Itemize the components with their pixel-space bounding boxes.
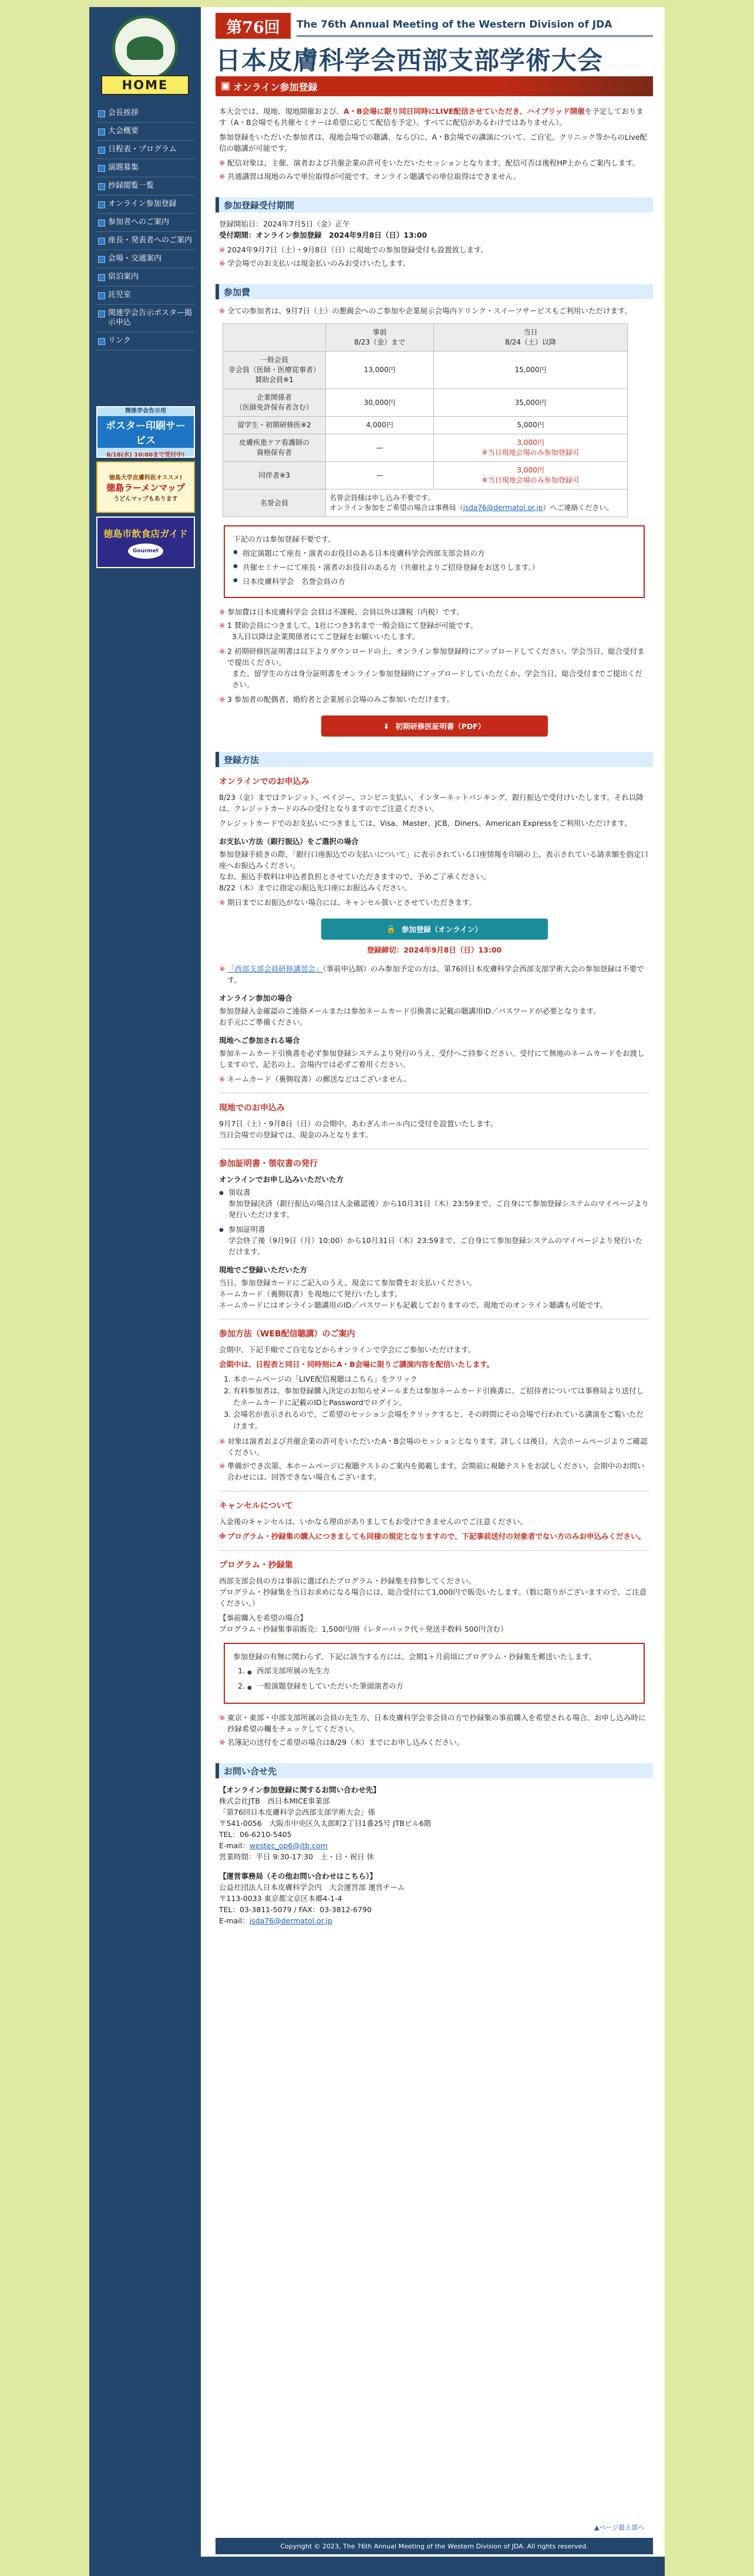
page-top-link[interactable]: ▲ページ最上部へ — [594, 2524, 645, 2531]
web-steps — [233, 1373, 649, 1432]
table-cell: 13,000円 — [326, 352, 434, 389]
cert-list — [219, 1187, 649, 1257]
sidebar-item-chair-presenter-guide[interactable]: 座長・発表者へのご案内 — [96, 232, 195, 250]
banner-text: 徳島ラーメンマップ — [106, 482, 185, 493]
edition-badge: 第76回 — [216, 13, 291, 39]
note: ※ 1 賛助会員につきまして、1社につき3名まで一般会員にて登録が可能です。 — [219, 620, 649, 631]
table-row — [223, 434, 628, 462]
contact-line: 公益社団法人日本皮膚科学会内 大会運営部 運営チーム — [219, 1883, 405, 1892]
note: ※ 東京・東部・中部支部所属の会員の先生方、日本皮膚科学会非会員の方で抄録集の事前購入を希望される場合、お申し込み時に抄録希望の欄をチェックしてください。 — [219, 1712, 649, 1734]
poster-service-banner[interactable] — [96, 406, 195, 458]
site-header — [216, 13, 653, 76]
sidebar-item-abstracts[interactable]: 抄録閲覧一覧 — [96, 177, 195, 195]
seminar-link[interactable]: 「西部支部会員研修講習会」 — [227, 964, 323, 973]
divider — [219, 1550, 649, 1551]
office-email-link[interactable]: jsda76@dermatol.or.jp — [249, 1916, 333, 1925]
paragraph: 会期中、下記手順でご自宅などからオンラインで学会にご参加いただけます。 — [219, 1345, 476, 1354]
banner-text: 徳島市飲食店ガイド — [103, 528, 188, 539]
gourmet-guide-banner[interactable] — [96, 516, 195, 568]
text: （事前申込制）のみ参加予定の方は、第76回日本皮膚科学会西部支部学術大会の参加登録は不要です。 — [227, 964, 644, 984]
paragraph: 8/23（金）まではクレジット、ペイジー、コンビニ支払い、インターネットバンキング、銀行振込で受付けいたします。それ以降は、クレジットカードのみの受付となりますのでご注意ください。 — [219, 793, 644, 813]
banner-text: 徳島大学皮膚科医オススメ! — [109, 474, 183, 481]
bank-heading: お支払い方法（銀行振込）をご選択の場合 — [219, 837, 359, 846]
subsection-heading: 現地でのお申込み — [219, 1103, 285, 1113]
sidebar-item-greeting[interactable]: 会長挨拶 — [96, 104, 195, 123]
intro-paragraph: 参加登録をいただいた参加者は、現地会場での聴講、ならびに、A・B会場での講演について、ご自宅、クリニック等からのLive配信の聴講が可能です。 — [219, 133, 647, 153]
note: ※ 参加費は日本皮膚科学会 会員は不課税、会員以外は課税（内税）です。 — [219, 606, 649, 617]
meeting-title-en: The 76th Annual Meeting of the Western Division of JDA — [297, 19, 612, 31]
text: を予定しております（A・B会場でも共催セミナーは希望に応じて配信を予定）。すべてに配信があるわけではありません）。 — [219, 107, 644, 127]
sidebar-item-overview[interactable]: 大会概要 — [96, 123, 195, 141]
table-cell: 名誉会員 — [223, 489, 326, 517]
list-item: ● 2. 一般演題登録をしていただいた筆頭演者の方 — [247, 1680, 632, 1692]
main-content — [216, 13, 653, 1926]
button-label: 初期研修医証明書（PDF） — [395, 722, 486, 731]
contact-line: 〒113-0033 東京都文京区本郷4-1-4 — [219, 1894, 342, 1903]
page-title-text: オンライン参加登録 — [233, 81, 318, 93]
program-mailing-box — [224, 1643, 645, 1704]
box-title: 下記の方は参加登録不要です。 — [233, 535, 336, 543]
list-item: 2. 有料参加者は、参加登録購入決定のお知らせメールまたは参加ネームカード引換書に、ご招待者については事務局より送付したネームカードに記載のIDとPasswordでログイン。 — [233, 1385, 649, 1409]
list-item: ● 共催セミナーにて座長・演者のお役目のある方（共催社よりご招待登録をお送りします。） — [233, 562, 635, 572]
ramen-map-banner[interactable] — [96, 461, 195, 513]
sidebar-item-participant-guide[interactable]: 参加者へのご案内 — [96, 214, 195, 232]
table-cell: 3,000円 ※当日現地会場のみ参加登録可 — [434, 434, 628, 462]
subsection-heading: プログラム・抄録集 — [219, 1561, 293, 1570]
paragraph: 9月7日（土）・9月8日（日）の会期中、あわぎんホール内に受付を設置いたします。 当日会場での登録では、現金のみとなります。 — [219, 1119, 498, 1139]
box-list — [233, 548, 635, 586]
paragraph: 参加登録入金確認のご連絡メールまたは参加ネームカード引換書に記載の聴講用ID／パスワードが必要となります。 お手元にご準備ください。 — [219, 1007, 601, 1027]
contact-line — [219, 1840, 649, 1851]
sidebar-item-venue-access[interactable]: 会場・交通案内 — [96, 250, 195, 268]
office-email-link[interactable]: jsda76@dermatol.or.jp — [463, 504, 543, 512]
note: ※ ネームカード（裏側収書）の郵送などはございません。 — [219, 1073, 649, 1085]
banner-text: ポスター印刷サービス — [97, 416, 194, 448]
text: A・B会場に限り同日同時にLIVE配信させていただき、ハイブリッド開催 — [344, 107, 585, 116]
pdf-icon: ⬇ — [383, 721, 390, 731]
table-row — [223, 417, 628, 434]
sidebar-menu — [96, 104, 195, 350]
subsection-heading: オンラインでのお申込み — [219, 777, 309, 786]
banner-text: 関係学会告示用 — [125, 408, 166, 414]
table-row — [223, 352, 628, 389]
text: E-mail： — [219, 1916, 250, 1925]
page-title-icon — [221, 82, 230, 90]
list-item: 1. 本ホームページの「LIVE配信視聴はこちら」をクリック — [233, 1373, 649, 1385]
cert-online-heading: オンラインでお申し込みいただいた方 — [219, 1175, 344, 1184]
table-cell: 35,000円 — [434, 389, 628, 417]
meeting-title-jp: 日本皮膚科学会西部支部学術大会 — [216, 46, 603, 76]
intro-paragraph — [219, 106, 649, 128]
list-item: ● 指定演題にて座長・演者のお役目のある日本皮膚科学会西部支部会員の方 — [233, 548, 635, 558]
table-cell: 企業関係者 （医師免許保有者含む） — [223, 389, 326, 417]
paragraph: 【事前購入を希望の場合】 — [219, 1613, 308, 1622]
page-frame — [89, 7, 665, 2576]
list-item: 3. 会場名が表示されるので、ご希望のセッション会場をクリックすると、その時間にその会場で行われている講演をご覧いただけます。 — [233, 1409, 649, 1432]
table-row — [223, 489, 628, 517]
banner-text: 8/18(水) 10:00まで受付中! — [106, 452, 185, 458]
paragraph: 会期中は、日程表と同日・同時刻にA・B会場に限りご講演内容を配信いたします。 — [219, 1360, 494, 1369]
table-cell: 同伴者※3 — [223, 462, 326, 489]
home-button[interactable]: HOME — [101, 75, 189, 95]
text: ）へご連絡ください。 — [543, 504, 614, 512]
contact-line: TEL：06-6210-5405 — [219, 1830, 292, 1839]
jtb-email-link[interactable]: westec_op6@jtb.com — [249, 1841, 328, 1850]
note-continued: 3人目以降は企業関係者にてご登録をお願いいたします。 — [232, 632, 420, 641]
note-continued: また、留学生の方は身分証明書をオンライン参加登録時にアップロードしていただくか、学会当日、総合受付までご提出ください。 — [232, 669, 642, 689]
paragraph: 参加登録手続きの際、「銀行口座振込での支払いについて」に表示されている口座情報を印刷の上、表示されている請求額を指定口座へお振込みください。 なお、振込手数料は申込者負担とさせていただきますので、予めご了承ください。 8/22（木）までに指定の振込先口座にお振込みください。 — [219, 850, 649, 892]
fee-table — [223, 323, 628, 517]
footer-band — [89, 2557, 665, 2576]
reception-period: 受付期間：オンライン参加登録 2024年9月8日（日）13:00 — [219, 231, 428, 239]
paragraph: プログラム・抄録集事前販売：1,500円/冊（レターパック代＋発送手数料 500円含む） — [219, 1625, 508, 1633]
table-cell: 4,000円 — [326, 417, 434, 434]
sidebar-item-schedule[interactable]: 日程表・プログラム — [96, 141, 195, 159]
note: ※ プログラム・抄録集の購入につきましても同様の規定となりますので、下記事前送付の対象者でない方のみお申込みください。 — [219, 1531, 649, 1542]
text: 本大会では、現地、現地開催および、 — [219, 107, 344, 116]
sidebar-item-childcare[interactable]: 託児室 — [96, 286, 195, 305]
sidebar-item-online-registration[interactable]: オンライン参加登録 — [96, 195, 195, 214]
page-title — [216, 76, 653, 96]
table-header: 事前 8/23（金）まで — [326, 324, 434, 352]
table-cell: 15,000円 — [434, 352, 628, 389]
banner-text: うどんマップもあります — [113, 495, 178, 502]
note: ※ 対象は演者および共催企業の許可をいただいたA・B会場のセッションとなります。詳しくは後日、大会ホームページよりご確認ください。 — [219, 1436, 649, 1458]
section-heading: お問い合せ先 — [216, 1763, 653, 1778]
box-text: 参加登録の有無に関わらず、下記に該当する方には、会期1ヶ月前頃にプログラム・抄録集を郵送いたします。 — [233, 1652, 597, 1661]
table-cell: — — [326, 462, 434, 489]
paragraph: 参加ネームカード引換書を必ず参加登録システムより発行のうえ、受付へご持参ください。受付にて無地のネームカードをお渡ししますので、記名の上、会場内では必ずご着用ください。 — [219, 1049, 645, 1069]
note: ※ 学会場でのお支払いは現金払いのみお受けいたします。 — [219, 258, 649, 269]
logo-emblem — [112, 15, 178, 81]
contact-line: 〒541-0056 大阪市中央区久太郎町2丁目1番25号 JTBビル6階 — [219, 1819, 432, 1828]
footer: Copyright © 2023, The 76th Annual Meeting of the Western Division of JDA. All rights reserved. — [216, 2538, 653, 2554]
onsite-heading: 現地へご参加される場合 — [219, 1036, 300, 1045]
note: ※ 2 初期研修医証明書は以下よりダウンロードの上、オンライン参加登録時にアップロードしてください。学会当日、総合受付まで提出ください。 — [219, 646, 649, 668]
table-header: 当日 8/24（土）以降 — [434, 324, 628, 352]
table-cell — [326, 489, 628, 517]
text: 名誉会員様は申し込み不要です。 オンライン参加をご希望の場合は事務局（ — [329, 494, 463, 512]
table-cell: 30,000円 — [326, 389, 434, 417]
table-cell: 5,000円 — [434, 417, 628, 434]
subsection-heading: 参加証明書・領収書の発行 — [219, 1159, 318, 1169]
contact-line: 株式会社JTB 西日本MICE事業部 — [219, 1797, 330, 1805]
note: ※ 2024年9月7日（土）・9月8日（日）に現地での参加登録受付も設置致します。 — [219, 244, 649, 255]
section-heading: 登録方法 — [216, 752, 653, 767]
table-header — [223, 324, 326, 352]
table-cell: — — [326, 434, 434, 462]
table-row — [223, 389, 628, 417]
section-heading: 参加登録受付期間 — [216, 197, 653, 212]
note: ※ 名簿記の送付をご希望の場合は8/29（木）までにお申し込みください。 — [219, 1737, 649, 1748]
list-item: ● 1. 西部支部所属の先生方 — [247, 1665, 632, 1677]
contact-heading: 【オンライン参加登録に関するお問い合わせ先】 — [219, 1785, 381, 1794]
note — [219, 963, 649, 985]
trainee-certificate-pdf-button[interactable] — [321, 715, 548, 737]
table-cell: 3,000円 ※当日現地会場のみ参加登録可 — [434, 462, 628, 489]
header-rule — [297, 35, 653, 37]
note: ※ 共通講習は現地のみで単位取得が可能です。オンライン聴講での単位取得はできません。 — [219, 171, 649, 182]
sidebar — [89, 7, 201, 2563]
note: ※ 期日までにお振込がない場合には、キャンセル扱いとさせていただきます。 — [219, 897, 649, 908]
lock-icon: 🔒 — [386, 924, 396, 933]
sidebar-item-links[interactable]: リンク — [96, 332, 195, 350]
paragraph: 入金後のキャンセルは、いかなる理由がありましてもお受けできませんのでご注意ください。 — [219, 1517, 528, 1526]
contact-line: TEL：03-3811-5079 / FAX：03-3812-6790 — [219, 1905, 372, 1914]
no-registration-box — [224, 525, 645, 598]
online-heading: オンライン参加の場合 — [219, 994, 292, 1002]
table-cell: 留学生・初期研修医※2 — [223, 417, 326, 434]
sidebar-item-accommodation[interactable]: 宿泊案内 — [96, 268, 195, 286]
note: ※ 配信対象は、主催、演者および共催企業の許可をいただいたセッションとなります。配信可否は後程HP上からご案内します。 — [219, 157, 649, 168]
list-item: ● 日本皮膚科学会 名誉会員の方 — [233, 576, 635, 586]
list-item: ● 参加証明書 学会終了後（9月9日（月）10:00）から10月31日（木）23:59まで、ご自身にて参加登録システムのマイページより発行いただけます。 — [219, 1224, 649, 1257]
sidebar-item-poster-application[interactable]: 関連学会告示ポスター掲示申込 — [96, 305, 195, 332]
cert-site-heading: 現地でご登録いただいた方 — [219, 1265, 308, 1274]
paragraph: 当日、参加登録カードにご記入のうえ、現金にて参加費をお支払いください。 ネームカード（裏側収書）を現地にて発行いたします。 ネームカードにはオンライン聴講用のID／パスワードも記載しておりますので、現地でのオンライン聴講も可能です。 — [219, 1278, 608, 1309]
subsection-heading: 参加方法（WEB配信聴講）のご案内 — [219, 1329, 355, 1339]
button-label: 参加登録（オンライン） — [401, 925, 482, 934]
contact-line: 「第76回日本皮膚科学会西部支部学術大会」係 — [219, 1808, 375, 1817]
note: ※ 3 参加者の配偶者、婚約者と企業展示会場のみご参加いただけます。 — [219, 694, 649, 705]
text: E-mail： — [219, 1841, 250, 1850]
table-cell: 皮膚疾患ケア看護師の 資格保有者 — [223, 434, 326, 462]
contact-line: 営業時間：平日 9:30-17:30 土・日・祝日 休 — [219, 1852, 375, 1861]
online-registration-button[interactable] — [321, 919, 548, 940]
contact-heading: 【運営事務局（その他お問い合わせはこちら）】 — [219, 1872, 377, 1880]
registration-deadline: 登録締切：2024年9月8日（日）13:00 — [366, 946, 502, 954]
table-row — [223, 462, 628, 489]
sidebar-item-call-for-abstracts[interactable]: 演題募集 — [96, 159, 195, 177]
paragraph: 西部支部会員の方は事前に選ばれたプログラム・抄録集を持参してください。 プログラム・抄録集を当日お求めになる場合には、総合受付にて1,000円で販売いたします。（数に限りがございますので、ご注意ください。） — [219, 1576, 647, 1608]
note: ※ 全ての参加者は、9月7日（土）の懇親会へのご参加や企業展示会場内ドリンク・スイーツサービスもご利用いただけます。 — [219, 305, 649, 316]
contact-line — [219, 1915, 649, 1926]
box-list — [247, 1665, 632, 1692]
reception-start: 登録開始日：2024年7月5日（金）正午 — [219, 220, 350, 228]
gourmet-badge: Gourmet — [128, 543, 163, 559]
table-header-row — [223, 324, 628, 352]
note: ※ 準備ができ次第、本ホームページに視聴テストのご案内を掲載します。会期前に視聴テストをお試しください。会期中のお問い合わせには、回答できない場合もございます。 — [219, 1460, 649, 1483]
paragraph: クレジットカードでのお支払いにつきましては、Visa、Master、JCB、Diners、American Expressをご利用いただけます。 — [219, 819, 632, 828]
logo-mark — [127, 36, 163, 60]
list-item: ● 領収書 参加登録決済（銀行振込の場合は入金確認後）から10月31日（木）23:59まで、ご自身にて参加登録システムのマイページより発行いただけます。 — [219, 1187, 649, 1220]
table-cell: 一般会員 非会員（医師・医療従事者） 賛助会員※1 — [223, 352, 326, 389]
subsection-heading: キャンセルについて — [219, 1501, 293, 1511]
section-heading: 参加費 — [216, 284, 653, 299]
